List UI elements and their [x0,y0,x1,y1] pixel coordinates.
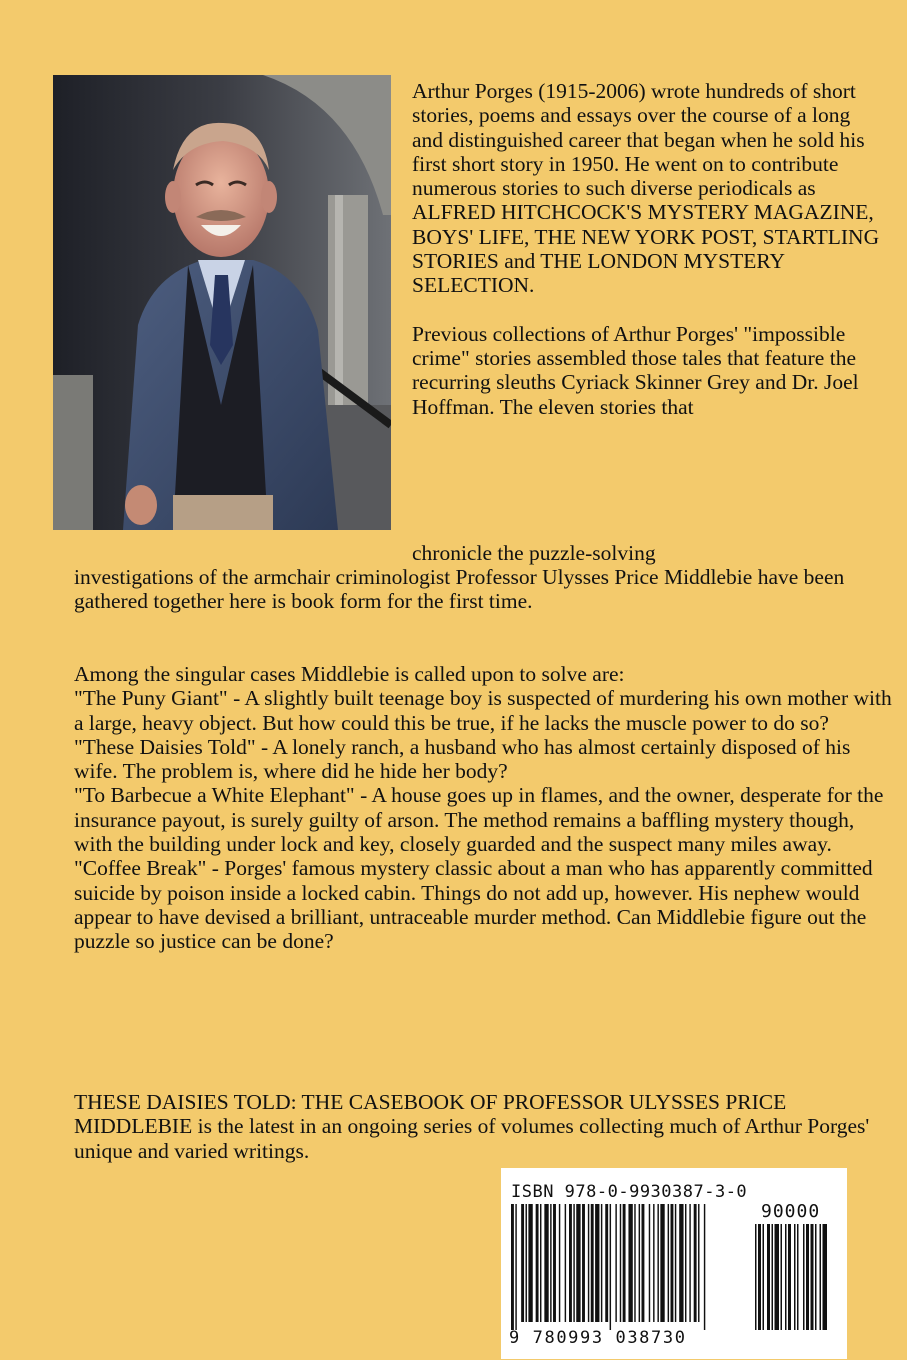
barcode-panel [501,1168,847,1359]
bio-paragraph-2-start: Previous collections of Arthur Porges' "impossible crime" stories assembled those tales that feature the recurring sleuths Cyriack Skinner Grey and Dr. Joel Hoffman. The eleven stories that [412,321,859,419]
barcode-bar [642,1204,645,1322]
barcode-bar [628,1204,632,1322]
barcode-bar [526,1204,527,1322]
author-photo [53,75,391,530]
barcode-bar [634,1204,635,1322]
barcode-bar [511,1204,514,1330]
barcode-bar [704,1204,705,1330]
barcode-bar [550,1204,551,1322]
bio-paragraph-2-end-block [74,565,896,614]
bio-paragraph-2-end: investigations of the armchair criminologist Professor Ulysses Price Middlebie have been gathered together here is book form for the first time. [74,565,845,614]
barcode-bar [671,1204,674,1322]
barcode-bar [591,1204,594,1322]
barcode-bar [528,1204,532,1322]
price-code: 90000 [761,1201,821,1222]
case-barbecue-white-elephant: "To Barbecue a White Elephant" - A house goes up in flames, and the owner, desperate for the insurance payout, is surely guilty of arson. The method remains a baffling mystery though, with the building under lock and key, closely guarded and the suspect many miles away. [74,783,884,857]
barcode-bar [601,1204,602,1322]
barcode-bar [675,1204,676,1322]
case-coffee-break: "Coffee Break" - Porges' famous mystery classic about a man who has apparently committed suicide by poison inside a locked cabin. Things do not add up, however. His nephew would appear to have devised a brilliant, untraceable murder method. Can Middlebie figure out the puzzle so justice can be done? [74,856,873,954]
barcode-bar [553,1204,556,1322]
cases-section [74,662,896,954]
addon-bar [820,1224,822,1330]
addon-bar [823,1224,828,1330]
addon-bar [815,1224,817,1330]
addon-bar [758,1224,761,1330]
cases-intro: Among the singular cases Middlebie is called upon to solve are: [74,662,625,686]
barcode-bar [649,1204,650,1322]
barcode-bar [639,1204,640,1322]
addon-bar [797,1224,799,1330]
barcode-bar [653,1204,654,1322]
barcode-bar [521,1204,524,1322]
addon-bar [775,1224,780,1330]
addon-bar [772,1224,774,1330]
barcode-bar [588,1204,589,1322]
addon-bar [788,1224,791,1330]
barcode-bar [559,1204,560,1322]
isbn-label: ISBN 978-0-9930387-3-0 [511,1182,748,1202]
barcode-bar [573,1204,574,1322]
barcode-bar [668,1204,669,1322]
barcode-bar [657,1204,658,1322]
author-portrait-image [53,75,391,530]
closing-paragraph: THESE DAISIES TOLD: THE CASEBOOK OF PROFESSOR ULYSSES PRICE MIDDLEBIE is the latest in an ongoing series of volumes collecting much of Arthur Porges' unique and varied writings. [74,1090,870,1163]
addon-bar [803,1224,805,1330]
barcode-bar [615,1204,616,1322]
barcode-bar [685,1204,686,1322]
barcode-bar [582,1204,585,1322]
barcode-bar [515,1204,516,1330]
addon-bar [755,1224,757,1330]
barcode-bar [660,1204,664,1322]
barcode-bar [605,1204,608,1322]
addon-bar [794,1224,796,1330]
addon-bar [811,1224,814,1330]
barcode-bar [689,1204,690,1322]
closing-section [74,1090,896,1163]
barcode-bar [595,1204,599,1322]
addon-bar [763,1224,765,1330]
barcode-bar [620,1204,621,1322]
barcode-bar [536,1204,539,1322]
barcode-bar [544,1204,548,1322]
barcode-bar [540,1204,541,1322]
barcode-bar [576,1204,580,1322]
barcode-bar [610,1204,611,1330]
barcode-bar [565,1204,566,1322]
barcode-bar [694,1204,697,1322]
bio-paragraph-2-continued: chronicle the puzzle-solving [412,541,656,565]
bio-paragraph-1: Arthur Porges (1915-2006) wrote hundreds of short stories, poems and essays over the course of a long and distinguished career that began when he sold his first short story in 1950. He went on to contribute numerous stories to such diverse periodicals as ALFRED HITCHCOCK'S MYSTERY MAGAZINE, BOYS' LIFE, THE NEW YORK POST, STARTLING STORIES and THE LONDON MYSTERY SELECTION. [412,79,880,298]
barcode-bar [569,1204,572,1322]
barcode-bar [679,1204,683,1322]
case-these-daisies-told: "These Daisies Told" - A lonely ranch, a husband who has almost certainly disposed of his wife. The problem is, where did he hide her body? [74,734,851,784]
addon-bar [767,1224,770,1330]
barcode-bar [698,1204,699,1322]
barcode-bar [623,1204,626,1322]
author-bio-column [412,79,882,419]
ean-digits: 9 780993 038730 [509,1328,687,1348]
addon-bar [781,1224,783,1330]
addon-bar [806,1224,809,1330]
case-puny-giant: "The Puny Giant" - A slightly built teenage boy is suspected of murdering his own mother with a large, heavy object. But how could this be true, if he lacks the muscle power to do so? [74,686,892,735]
addon-bar [785,1224,787,1330]
